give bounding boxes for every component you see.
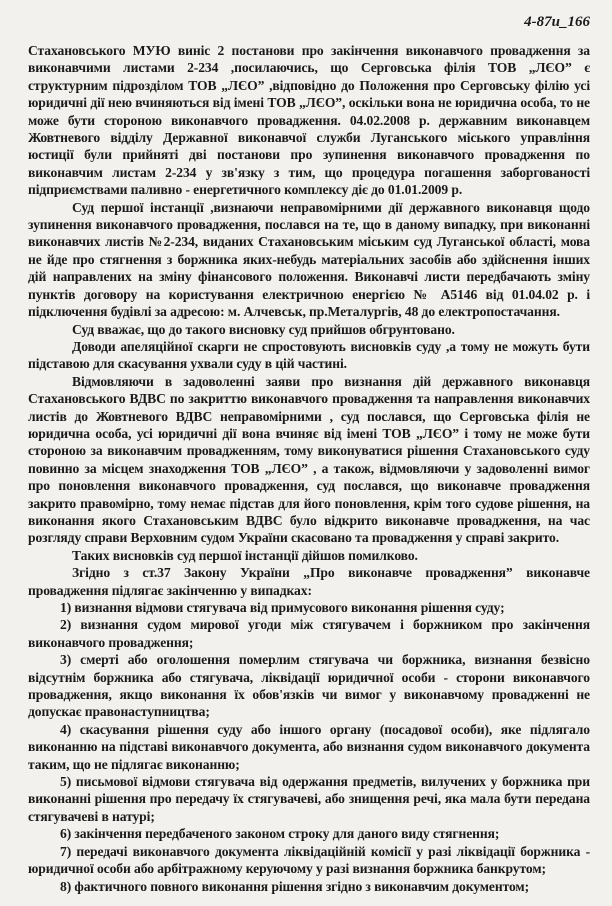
- document-body: [28, 42, 590, 895]
- list-item: 6) закінчення передбаченого законом строку для даного виду стягнення;: [60, 826, 500, 842]
- paragraph: Суд першої інстанції ,визнаючи неправомірними дії державного виконавця щодо зупинення виконавчого провадження, послався на те, що в даному випадку, при виконанні виконавчих листів №2-234, виданих Стахановським міським суд Луганської області, мова не йде про стягнення з боржника яких-небудь матеріальних засобів або здійснення інших дій направлених на зміну фінансового положення. Виконавчі листи передбачають зміну пунктів договору на користування електричною енергією № А5146 від 01.04.02 р. і підключення будівлі за адресою: м. Алчевськ, пр.Металургів, 48 до електропостачання.: [28, 199, 590, 320]
- list-item: 7) передачі виконавчого документа ліквідаційній комісії у разі ліквідації боржника - юридичної особи або арбітражному керуючому у разі визнання боржника банкрутом;: [28, 843, 590, 877]
- list-item: 4) скасування рішення суду або іншого органу (посадової особи), яке підлягало виконанню на підставі виконавчого документа, або визнання судом виконавчого документа таким, що не підлягає виконанню;: [28, 721, 590, 772]
- paragraph: Стахановського МУЮ виніс 2 постанови про закінчення виконавчого провадження за виконавчими листами 2-234 ,посилаючись, що Сергoвська філія ТОВ „ЛЄО” є структурним підрозділом ТОВ „ЛЄО” ,відповідно до Положення про Серговську філію усі юридичні дії нею вчиняються від імені ТОВ „ЛЄО”, оскільки вона не юридична особа, то не може бути стороною виконавчого провадження. 04.02.2008 р. державним виконавцем Жовтневого відділу Державної виконавчої служби Луганського міського управління юстиції були прийняті дві постанови про зупинення виконавчого провадження по виконавчим листам 2-234 у зв'язку з тим, що процедура погашення заборгованості підприємствами паливно - енергетичного комплексу діє до 01.01.2009 р.: [28, 43, 590, 198]
- paragraph: Відмовляючи в задоволенні заяви про визнання дій державного виконавця Стахановського ВДВС по закриттю виконавчого провадження та направлення виконавчих листів до Жовтневого ВДВС неправомірними , суд послався, що Серговська філія не юридична особа, усі юридичні дії вона вчиняє від імені ТОВ „ЛЄО” і тому не може бути стороною за виконавчим провадженням, тому виконуватися рішення Стахановського суду повинно за місцем знаходження ТОВ „ЛЄО” , а також, відмовляючи у задоволенні вимог про поновлення виконавчого провадження, суд послався, що виконавче провадження закрито правомірно, тому немає підстав для його поновлення, крім того судове рішення, на виконання якого Стахановським ВДВС було відкрито виконавче провадження, на час розгляду справи Верховним судом України скасовано та провадження у справі закрито.: [28, 373, 590, 546]
- list-item: 2) визнання судом мирової угоди між стягувачем і боржником про закінчення виконавчого провадження;: [28, 617, 590, 650]
- paragraph: Таких висновків суд першої інстанції дійшов помилково.: [72, 547, 418, 563]
- list-item: 5) письмової відмови стягувача від одержання предметів, вилучених у боржника при виконанні рішення про передачу їх стягувачеві, або знищення речі, яка мала бути передана стягувачеві в натурі;: [28, 774, 590, 824]
- paragraph: Суд вважає, що до такого висновку суд прийшов обгрунтовано.: [72, 321, 455, 337]
- page-code: 4-87u_166: [524, 14, 590, 30]
- paragraph: Доводи апеляційної скарги не спростовують висновків суду ,а тому не можуть бути підставою для скасування ухвали суду в цій частині.: [28, 338, 590, 372]
- list-item: 3) смерті або оголошення померлим стягувача чи боржника, визнання безвісно відсутнім боржника або стягувача, ліквідації юридичної особи - сторони виконавчого провадження, якщо виконання їх обов'язків чи вимог у виконавчому провадженні не допускає правонаступництва;: [28, 652, 590, 720]
- paragraph: Згідно з ст.37 Закону України „Про виконавче провадження” виконавче провадження підлягає закінченню у випадках:: [28, 565, 590, 598]
- list-item: 1) визнання відмови стягувача від примусового виконання рішення суду;: [60, 600, 505, 615]
- list-item: 8) фактичного повного виконання рішення згідно з виконавчим документом;: [60, 878, 530, 894]
